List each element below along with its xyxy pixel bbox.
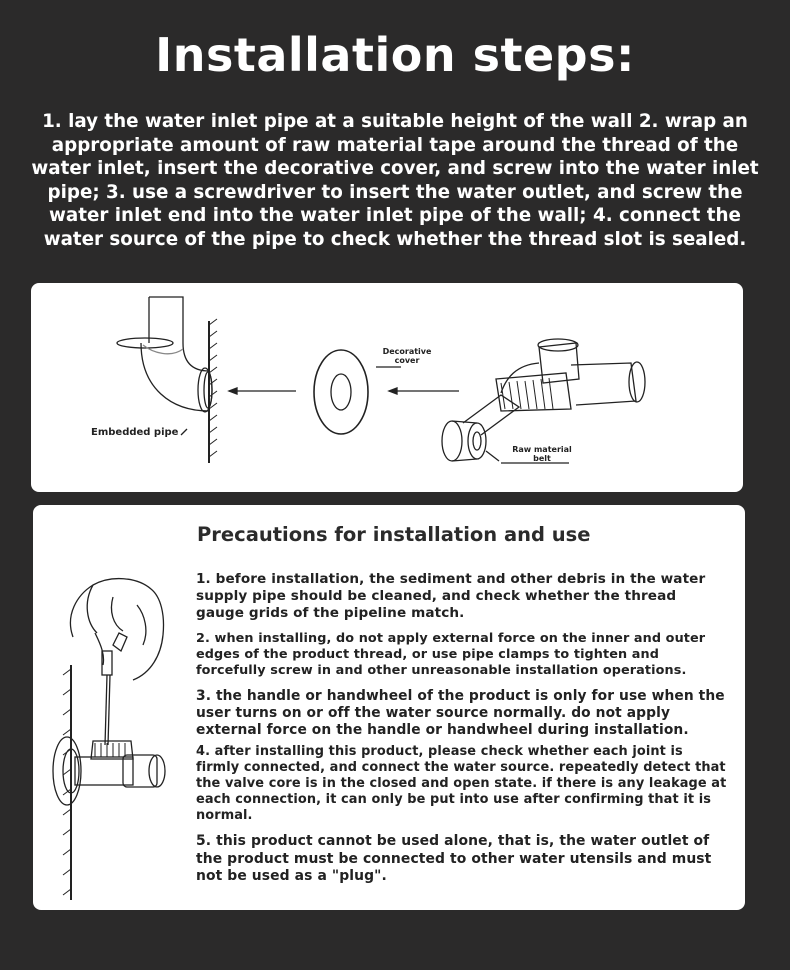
precaution-item: 2. when installing, do not apply external force on the inner and outer edges of the product thread, or use pipe clamps to tighten and forcefully screw in and other unreasonable installation operations. bbox=[196, 631, 706, 678]
precaution-item: 1. before installation, the sediment and other debris in the water supply pipe should be cleaned, and check whether the thread gauge grids of the pipeline match. bbox=[196, 571, 706, 621]
precautions-title: Precautions for installation and use bbox=[197, 523, 591, 546]
precautions-list bbox=[196, 571, 728, 886]
precaution-item: 5. this product cannot be used alone, that is, the water outlet of the product must be connected to other water utensils and must not be used as a "plug". bbox=[196, 833, 712, 884]
precaution-item: 4. after installing this product, please check whether each joint is firmly connected, and connect the water source. repeatedly detect that the valve core is in the closed and open state. if there is any leakage at each connection, it can only be put into use after confirming that it is normal. bbox=[196, 744, 727, 823]
embedded-pipe-label: Embedded pipe bbox=[91, 427, 179, 438]
installation-diagram-panel bbox=[31, 283, 743, 492]
precautions-panel bbox=[33, 505, 745, 910]
raw-material-belt-label: Raw material belt bbox=[512, 445, 572, 463]
installation-diagram bbox=[31, 283, 743, 492]
hand-valve-illustration bbox=[33, 505, 193, 910]
page-title: Installation steps: bbox=[155, 28, 635, 82]
precaution-item: 3. the handle or handwheel of the product is only for use when the user turns on or off the water source normally. do not apply external force on the handle or handwheel during installation. bbox=[196, 688, 725, 738]
decorative-cover-label: Decorative cover bbox=[382, 347, 432, 365]
installation-steps-text: 1. lay the water inlet pipe at a suitable height of the wall 2. wrap an appropriate amount of raw material tape around the thread of the water inlet, insert the decorative cover, and screw into the water inlet pipe; 3. use a screwdriver to insert the water outlet, and screw the water inlet end into the water inlet pipe of the wall; 4. connect the water source of the pipe to check whether the thread slot is sealed. bbox=[31, 111, 759, 250]
